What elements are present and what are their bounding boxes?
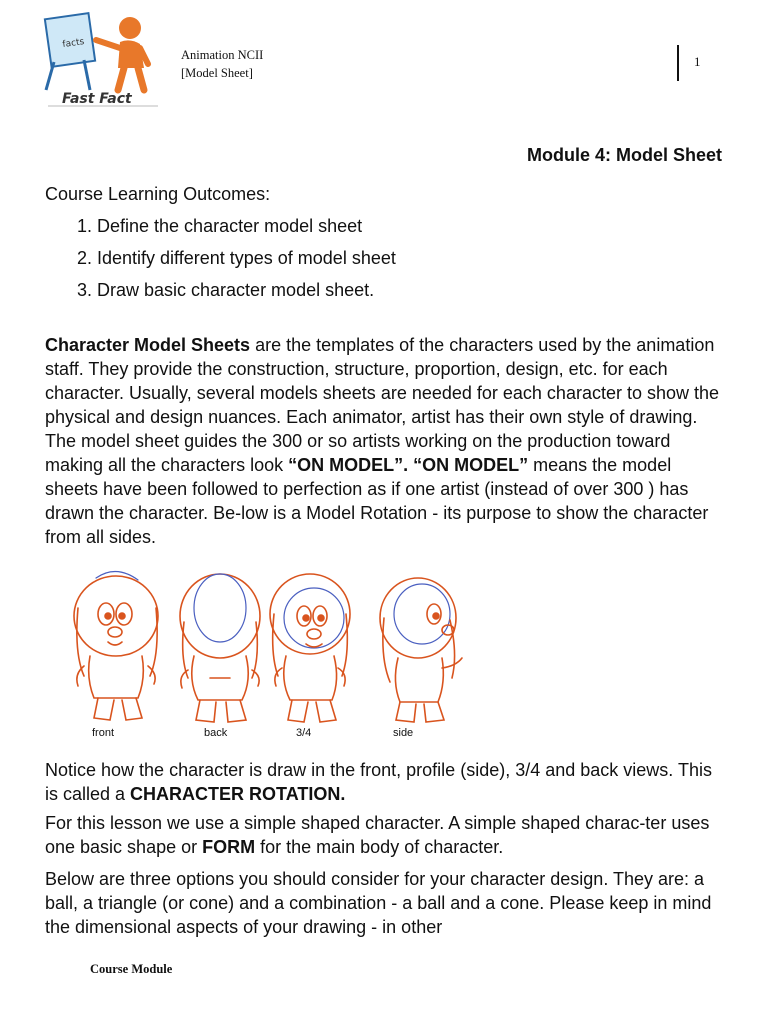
term-character-rotation: CHARACTER ROTATION.	[130, 784, 346, 804]
caption-three-quarter: 3/4	[296, 727, 312, 739]
header-course: Animation NCII	[181, 48, 264, 62]
term-on-model: “ON MODEL”. “ON MODEL”	[288, 455, 529, 475]
outcome-item: 2. Identify different types of model sheet	[97, 242, 735, 274]
term-form: FORM	[202, 837, 256, 857]
logo-illustration	[40, 10, 165, 115]
outcomes-list	[45, 210, 735, 306]
character-back-sketch	[180, 574, 260, 722]
header-subtitle: [Model Sheet]	[181, 66, 253, 80]
caption-back: back	[204, 727, 228, 739]
course-learning-outcomes	[45, 178, 735, 306]
footer-course-module: Course Module	[90, 962, 173, 976]
character-side-sketch	[380, 578, 462, 722]
outcome-item: 1. Define the character model sheet	[97, 210, 735, 242]
logo-sign-text: facts	[61, 37, 85, 51]
character-three-quarter-sketch	[270, 574, 350, 722]
fast-fact-logo	[40, 10, 165, 115]
rotation-paragraph	[45, 758, 725, 806]
outcome-item: 3. Draw basic character model sheet.	[97, 274, 735, 306]
character-front-sketch	[74, 571, 158, 720]
paragraph-text: For this lesson we use a simple shaped character. A simple shaped charac-ter uses one basic shape or	[45, 813, 710, 857]
caption-side: side	[393, 727, 414, 739]
design-options-paragraph: Below are three options you should consider for your character design. They are: a ball, a triangle (or cone) and a combination - a ball and a cone. Please keep in mind the dimensional aspects of your drawing - in other	[45, 869, 712, 937]
page-number: 1	[694, 54, 701, 69]
running-header	[181, 46, 263, 82]
simple-shape-paragraph	[45, 811, 725, 859]
paragraph-text: means the model sheets have been followed to perfection as if one artist (instead of over 300 ) has drawn the character. Be-low is a Model Rotation - its purpose to show the character from all sides.	[45, 455, 709, 547]
paragraph-text: are the templates of the characters used by the animation staff. They provide the construction, structure, proportion, design, etc. for each character. Usually, several models sheets are needed for each character to show the physical and design nuances. Each animator, artist has their own style of drawing. The model sheet guides the 300 or so artists working on the production toward making all the characters look	[45, 335, 720, 475]
model-sheet-paragraph	[45, 333, 725, 549]
logo-text: Fast Fact	[62, 91, 132, 107]
paragraph-text: for the main body of character.	[255, 837, 504, 857]
module-title: Module 4: Model Sheet	[526, 145, 722, 165]
caption-front: front	[92, 727, 115, 739]
paragraph-text: Notice how the character is draw in the front, profile (side), 3/4 and back views. This is called a	[45, 760, 712, 804]
term-character-model-sheets: Character Model Sheets	[45, 335, 251, 355]
outcomes-heading: Course Learning Outcomes:	[45, 184, 271, 204]
page-number-divider	[677, 45, 679, 81]
character-rotation-figure	[38, 558, 478, 733]
